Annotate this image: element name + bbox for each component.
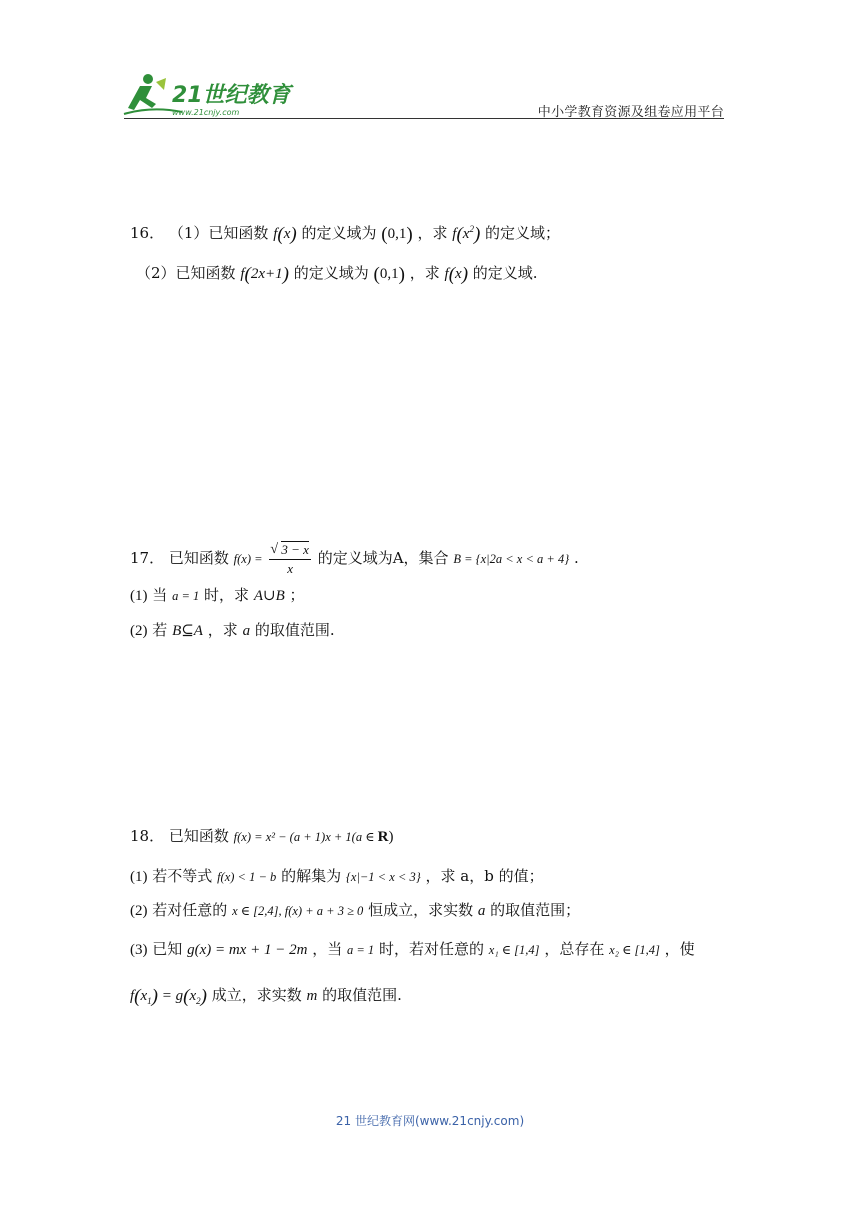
logo-url: www.21cnjy.com: [172, 108, 240, 117]
platform-name: 中小学教育资源及组卷应用平台: [537, 105, 724, 120]
q18-part2: (2) 若对任意的 x ∈ [2,4], f(x) + a + 3 ≥ 0 恒成立，求实数 a 的取值范围；: [130, 901, 581, 919]
q17-fraction: √ $\frac{3 - x}{x}$: [269, 541, 311, 578]
q17-part1: (1) 当 a = 1 时，求 A∪B ；: [130, 586, 305, 604]
q16-line1: 16． （1）已知函数 f(x) 的定义域为 (0,1) ，求 $f(x^2)$ 的定义域；: [130, 224, 561, 245]
footer-link[interactable]: 21 世纪教育网(www.21cnjy.com): [335, 1114, 525, 1128]
header-divider: [124, 118, 724, 119]
site-logo: [122, 70, 302, 122]
q18-stem: 18． 已知函数 f(x) = x² − (a + 1)x + 1(a ∈ R): [130, 827, 394, 845]
q18-number: 18．: [130, 827, 165, 845]
q16-number: 16．: [130, 224, 165, 242]
q16-line2: （2）已知函数 f(2x+1) 的定义域为 (0,1) ，求 f(x) 的定义域.: [136, 264, 538, 285]
q18-part3-line2: $f(x_1) = g(x_2)$ 成立，求实数 m 的取值范围.: [130, 986, 402, 1007]
logo-text: 21世纪教育: [172, 83, 291, 108]
q18-part3-line1: (3) 已知 g(x) = mx + 1 − 2m ，当 a = 1 时，若对任意的 x₁ ∈ [1,4] ，总存在 x₂ ∈ [1,4] ，使: [130, 940, 695, 958]
q17-number: 17．: [130, 549, 165, 567]
q17-stem: 17． 已知函数 f(x) = √ $\frac{3 - x}{x}$ 的定义域为A，集合 B = {x|2a < x < a + 4} .: [130, 540, 579, 578]
q17-part2: (2) 若 B⊆A ，求 a 的取值范围.: [130, 621, 335, 639]
q18-part1: (1) 若不等式 f(x) < 1 − b 的解集为 {x|−1 < x < 3} ，求 a，b 的值；: [130, 867, 544, 885]
runner-logo-icon: [122, 70, 302, 122]
